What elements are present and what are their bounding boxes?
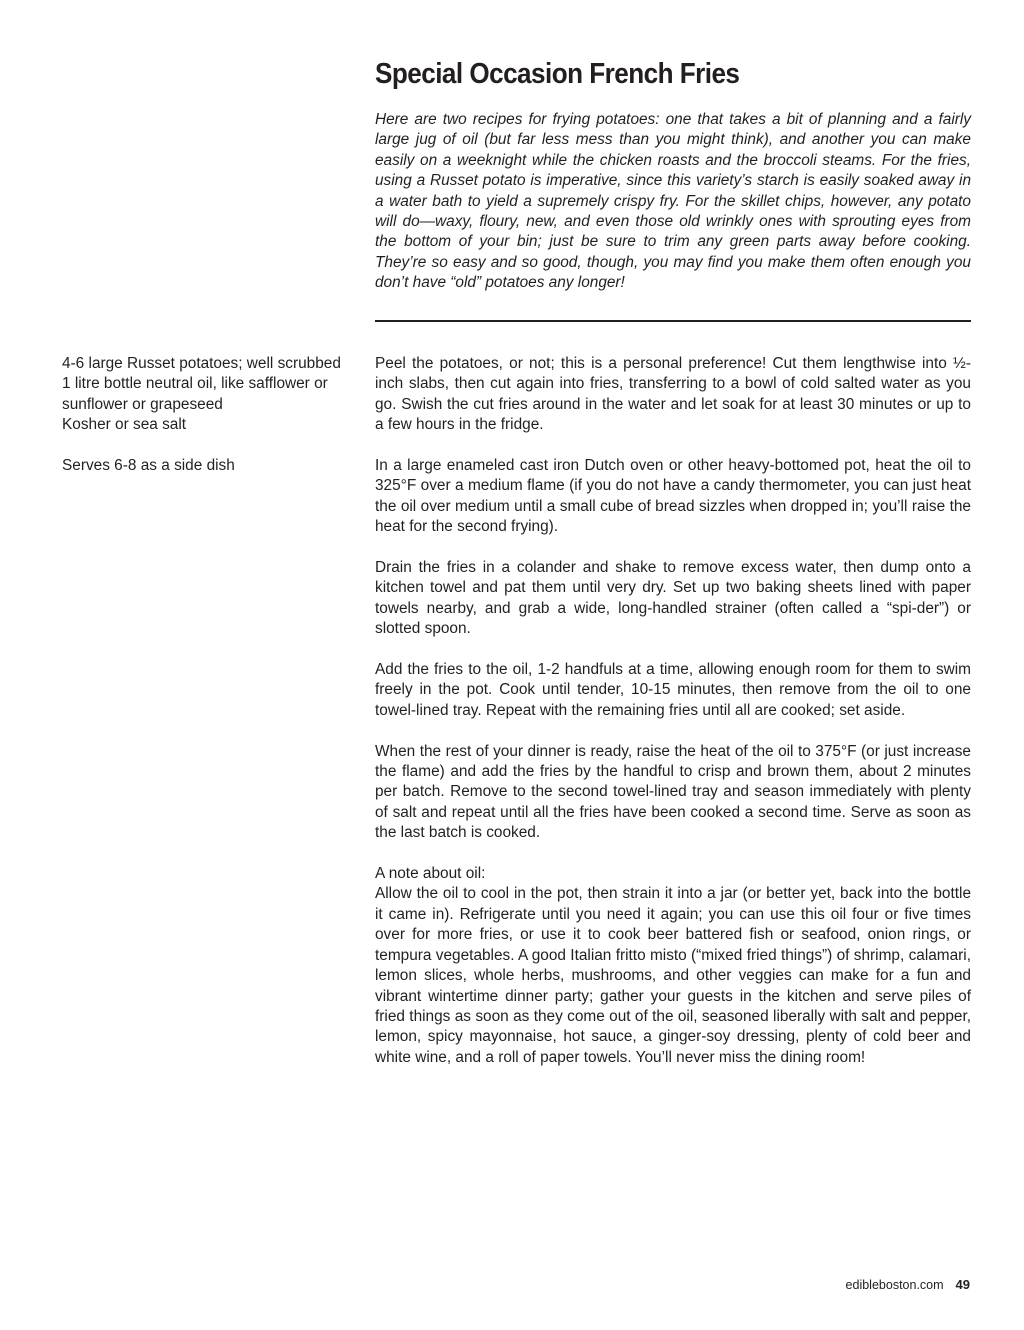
method-step: Peel the potatoes, or not; this is a personal preference! Cut them lengthwise into ½-inch slabs, then cut again into fries, transferring to a bowl of cold salted water as you go. Swish the cut fries around in the water and let soak for at least 30 minutes or up to a few hours in the fridge.	[375, 355, 971, 434]
note-heading: A note about oil:	[375, 865, 486, 883]
ingredient-item: 1 litre bottle neutral oil, like safflower or sunflower or grapeseed	[62, 375, 328, 413]
page-footer	[846, 1277, 970, 1293]
method-step: When the rest of your dinner is ready, raise the heat of the oil to 375°F (or just increase the flame) and add the fries by the handful to crisp and brown them, about 2 minutes per batch. Remove to the second towel-lined tray and season immediately with plenty of salt and repeat until all the fries have been cooked a second time. Serve as soon as the last batch is cooked.	[375, 742, 971, 842]
servings-note: Serves 6-8 as a side dish	[62, 457, 235, 475]
recipe-intro: Here are two recipes for frying potatoes: one that takes a bit of planning and a fairly large jug of oil (but far less mess than you might think), and another you can make easily on a weeknight while the chicken roasts and the broccoli steams. For the fries, using a Russet potato is imperative, since this variety’s starch is easily soaked away in a water bath to yield a supremely crispy fry. For the skillet chips, however, any potato will do—waxy, floury, new, and even those old wrinkly ones with sprouting eyes from the bottom of your bin; just be sure to trim any green parts away before cooking. They’re so easy and so good, though, you may find you make them often enough you don’t have “old” potatoes any longer!	[375, 111, 971, 292]
page-number: 49	[955, 1277, 970, 1292]
method-step: Add the fries to the oil, 1-2 handfuls at a time, allowing enough room for them to swim freely in the pot. Cook until tender, 10-15 minutes, then remove from the oil to one towel-lined tray. Repeat with the remaining fries until all are cooked; set aside.	[375, 661, 971, 719]
note-text: Allow the oil to cool in the pot, then strain it into a jar (or better yet, back into the bottle it came in). Refrigerate until you need it again; you can use this oil four or five times over for more fries, or use it to cook beer battered fish or seafood, onion rings, or tempura vegetables. A good Italian fritto misto (“mixed fried things”) of shrimp, calamari, lemon slices, whole herbs, mushrooms, and other veggies can make for a fun and vibrant wintertime dinner party; gather your guests in the kitchen and serve piles of fried things as soon as they come out of the oil, seasoned liberally with salt and pepper, lemon, spicy mayonnaise, hot sauce, a ginger-soy dressing, plenty of cold beer and white wine, and a roll of paper towels. You’ll never miss the dining room!	[375, 885, 971, 1066]
method-step: Drain the fries in a colander and shake to remove excess water, then dump onto a kitchen towel and pat them until very dry. Set up two baking sheets lined with paper towels nearby, and grab a wide, long-handled strainer (often called a “spi-der”) or slotted spoon.	[375, 559, 971, 638]
recipe-title: Special Occasion French Fries	[375, 58, 740, 90]
ingredient-item: Kosher or sea salt	[62, 416, 187, 434]
method-step: In a large enameled cast iron Dutch oven or other heavy-bottomed pot, heat the oil to 325°F over a medium flame (if you do not have a candy thermometer, you can just heat the oil over medium until a small cube of bread sizzles when dropped in; you’ll raise the heat for the second frying).	[375, 457, 971, 536]
section-divider	[375, 320, 971, 322]
footer-site: edibleboston.com	[845, 1278, 944, 1292]
ingredient-item: 4-6 large Russet potatoes; well scrubbed	[62, 355, 341, 372]
ingredients-list	[62, 354, 354, 476]
spacer	[62, 436, 354, 456]
method-text	[375, 354, 971, 1068]
